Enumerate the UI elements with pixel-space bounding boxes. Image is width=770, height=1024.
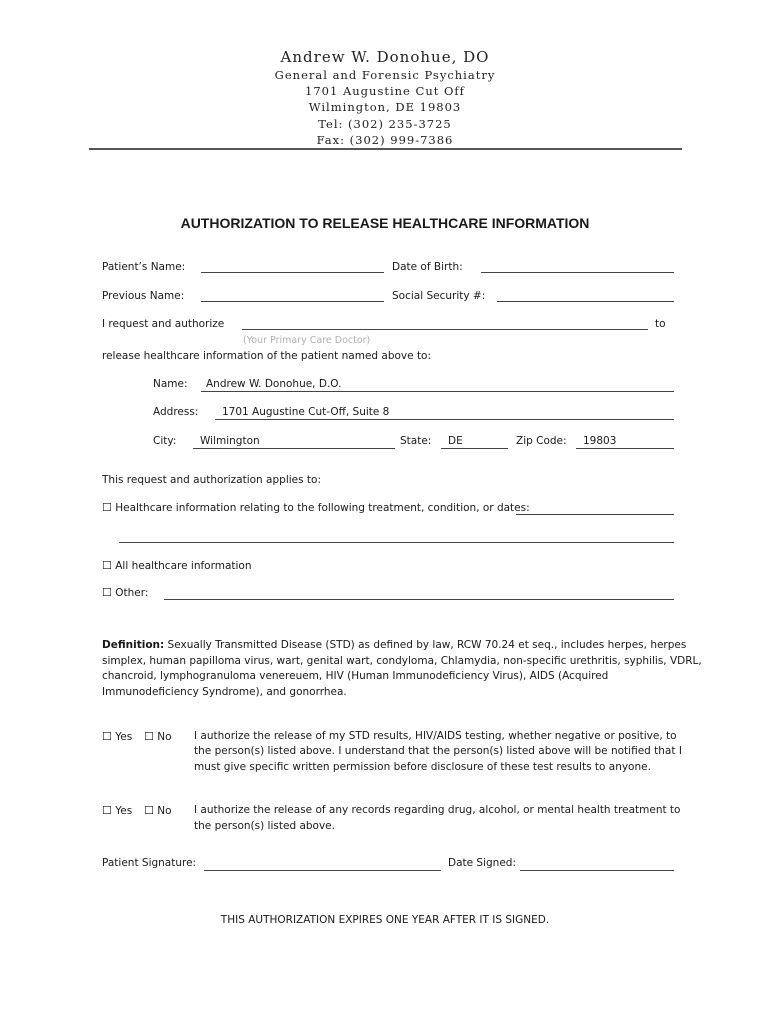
physician-specialty: General and Forensic Psychiatry — [274, 68, 496, 82]
option-treatment-row — [102, 501, 530, 514]
recipient-name-label: Name: — [153, 378, 188, 390]
definition-line1 — [102, 639, 686, 651]
consent-std-text-1: I authorize the release of my STD results, HIV/AIDS testing, whether negative or positive, to — [194, 730, 677, 742]
primary-care-doctor-field[interactable] — [242, 329, 648, 330]
date-signed-field[interactable] — [520, 870, 674, 871]
consent-std-yes-checkbox[interactable]: ☐ — [102, 730, 112, 743]
signature-label: Patient Signature: — [102, 857, 197, 869]
ssn-label: Social Security #: — [392, 290, 486, 302]
consent-std-options — [102, 730, 132, 743]
consent-std-text-3: must give specific written permission before disclosure of these test results to anyone. — [194, 761, 651, 773]
option-all-row — [102, 559, 252, 572]
recipient-state-field[interactable] — [441, 435, 508, 449]
dob-label: Date of Birth: — [392, 261, 463, 273]
recipient-city-label: City: — [153, 435, 177, 447]
consent-records-yes-label: Yes — [115, 805, 133, 817]
consent-records-text-2: the person(s) listed above. — [194, 820, 335, 832]
recipient-address-label: Address: — [153, 406, 199, 418]
consent-std-no-label: No — [157, 731, 172, 743]
treatment-checkbox[interactable]: ☐ — [102, 501, 112, 514]
recipient-state-label: State: — [400, 435, 432, 447]
date-signed-label: Date Signed: — [448, 857, 516, 869]
recipient-zip-label: Zip Code: — [516, 435, 567, 447]
signature-field[interactable] — [204, 870, 441, 871]
consent-std-yes-label: Yes — [115, 731, 133, 743]
consent-records-options — [102, 804, 132, 817]
consent-std-no-option — [144, 730, 172, 743]
recipient-zip-field[interactable] — [576, 435, 674, 449]
letterhead-divider — [89, 148, 682, 150]
treatment-field[interactable] — [516, 514, 674, 515]
definition-text-1: Sexually Transmitted Disease (STD) as defined by law, RCW 70.24 et seq., includes herpes, herpes — [167, 639, 687, 651]
recipient-name-value: Andrew W. Donohue, D.O. — [206, 378, 342, 390]
option-other-label: Other: — [115, 587, 149, 599]
physician-fax: Fax: (302) 999-7386 — [316, 133, 454, 147]
treatment-field-continued[interactable] — [119, 542, 674, 543]
form-title: AUTHORIZATION TO RELEASE HEALTHCARE INFORMATION — [180, 215, 590, 231]
definition-line2: simplex, human papilloma virus, wart, genital wart, condyloma, Chlamydia, non-specific urethritis, syphilis, VDRL, — [102, 655, 702, 667]
recipient-address-field[interactable] — [215, 406, 674, 420]
physician-address-line1: 1701 Augustine Cut Off — [305, 84, 465, 98]
definition-label: Definition: — [102, 639, 165, 651]
recipient-state-value: DE — [448, 435, 463, 447]
option-treatment-label: Healthcare information relating to the following treatment, condition, or dates: — [115, 502, 530, 514]
dob-field[interactable] — [481, 272, 674, 273]
authorize-label: I request and authorize — [102, 318, 225, 330]
authorize-to-text: to — [655, 318, 666, 330]
release-text: release healthcare information of the patient named above to: — [102, 350, 432, 362]
primary-care-doctor-hint: (Your Primary Care Doctor) — [243, 335, 371, 346]
recipient-name-field[interactable] — [201, 378, 674, 392]
consent-records-no-label: No — [157, 805, 172, 817]
option-all-label: All healthcare information — [115, 560, 252, 572]
physician-name: Andrew W. Donohue, DO — [280, 48, 490, 66]
consent-std-text-2: the person(s) listed above. I understand that the person(s) listed above will be notified that I — [194, 745, 682, 757]
consent-std-no-checkbox[interactable]: ☐ — [144, 730, 154, 743]
recipient-zip-value: 19803 — [583, 435, 617, 447]
consent-records-no-option — [144, 804, 172, 817]
expiry-notice: THIS AUTHORIZATION EXPIRES ONE YEAR AFTER IT IS SIGNED. — [220, 914, 550, 926]
physician-address-line2: Wilmington, DE 19803 — [308, 100, 462, 114]
previous-name-field[interactable] — [201, 301, 384, 302]
definition-line3: chancroid, lymphogranuloma venereuem, HIV (Human Immunodeficiency Virus), AIDS (Acquired — [102, 670, 609, 682]
patient-name-field[interactable] — [201, 272, 384, 273]
recipient-city-field[interactable] — [193, 435, 395, 449]
patient-name-label: Patient’s Name: — [102, 261, 186, 273]
consent-records-yes-checkbox[interactable]: ☐ — [102, 804, 112, 817]
recipient-city-value: Wilmington — [200, 435, 260, 447]
other-field[interactable] — [164, 599, 674, 600]
option-other-row — [102, 586, 148, 599]
consent-records-text-1: I authorize the release of any records regarding drug, alcohol, or mental health treatment to — [194, 804, 681, 816]
recipient-address-value: 1701 Augustine Cut-Off, Suite 8 — [222, 406, 390, 418]
physician-phone: Tel: (302) 235-3725 — [318, 117, 452, 131]
consent-records-no-checkbox[interactable]: ☐ — [144, 804, 154, 817]
scope-intro: This request and authorization applies to: — [102, 474, 321, 486]
previous-name-label: Previous Name: — [102, 290, 185, 302]
ssn-field[interactable] — [497, 301, 674, 302]
all-info-checkbox[interactable]: ☐ — [102, 559, 112, 572]
definition-line4: Immunodeficiency Syndrome), and gonorrhea. — [102, 686, 347, 698]
other-checkbox[interactable]: ☐ — [102, 586, 112, 599]
